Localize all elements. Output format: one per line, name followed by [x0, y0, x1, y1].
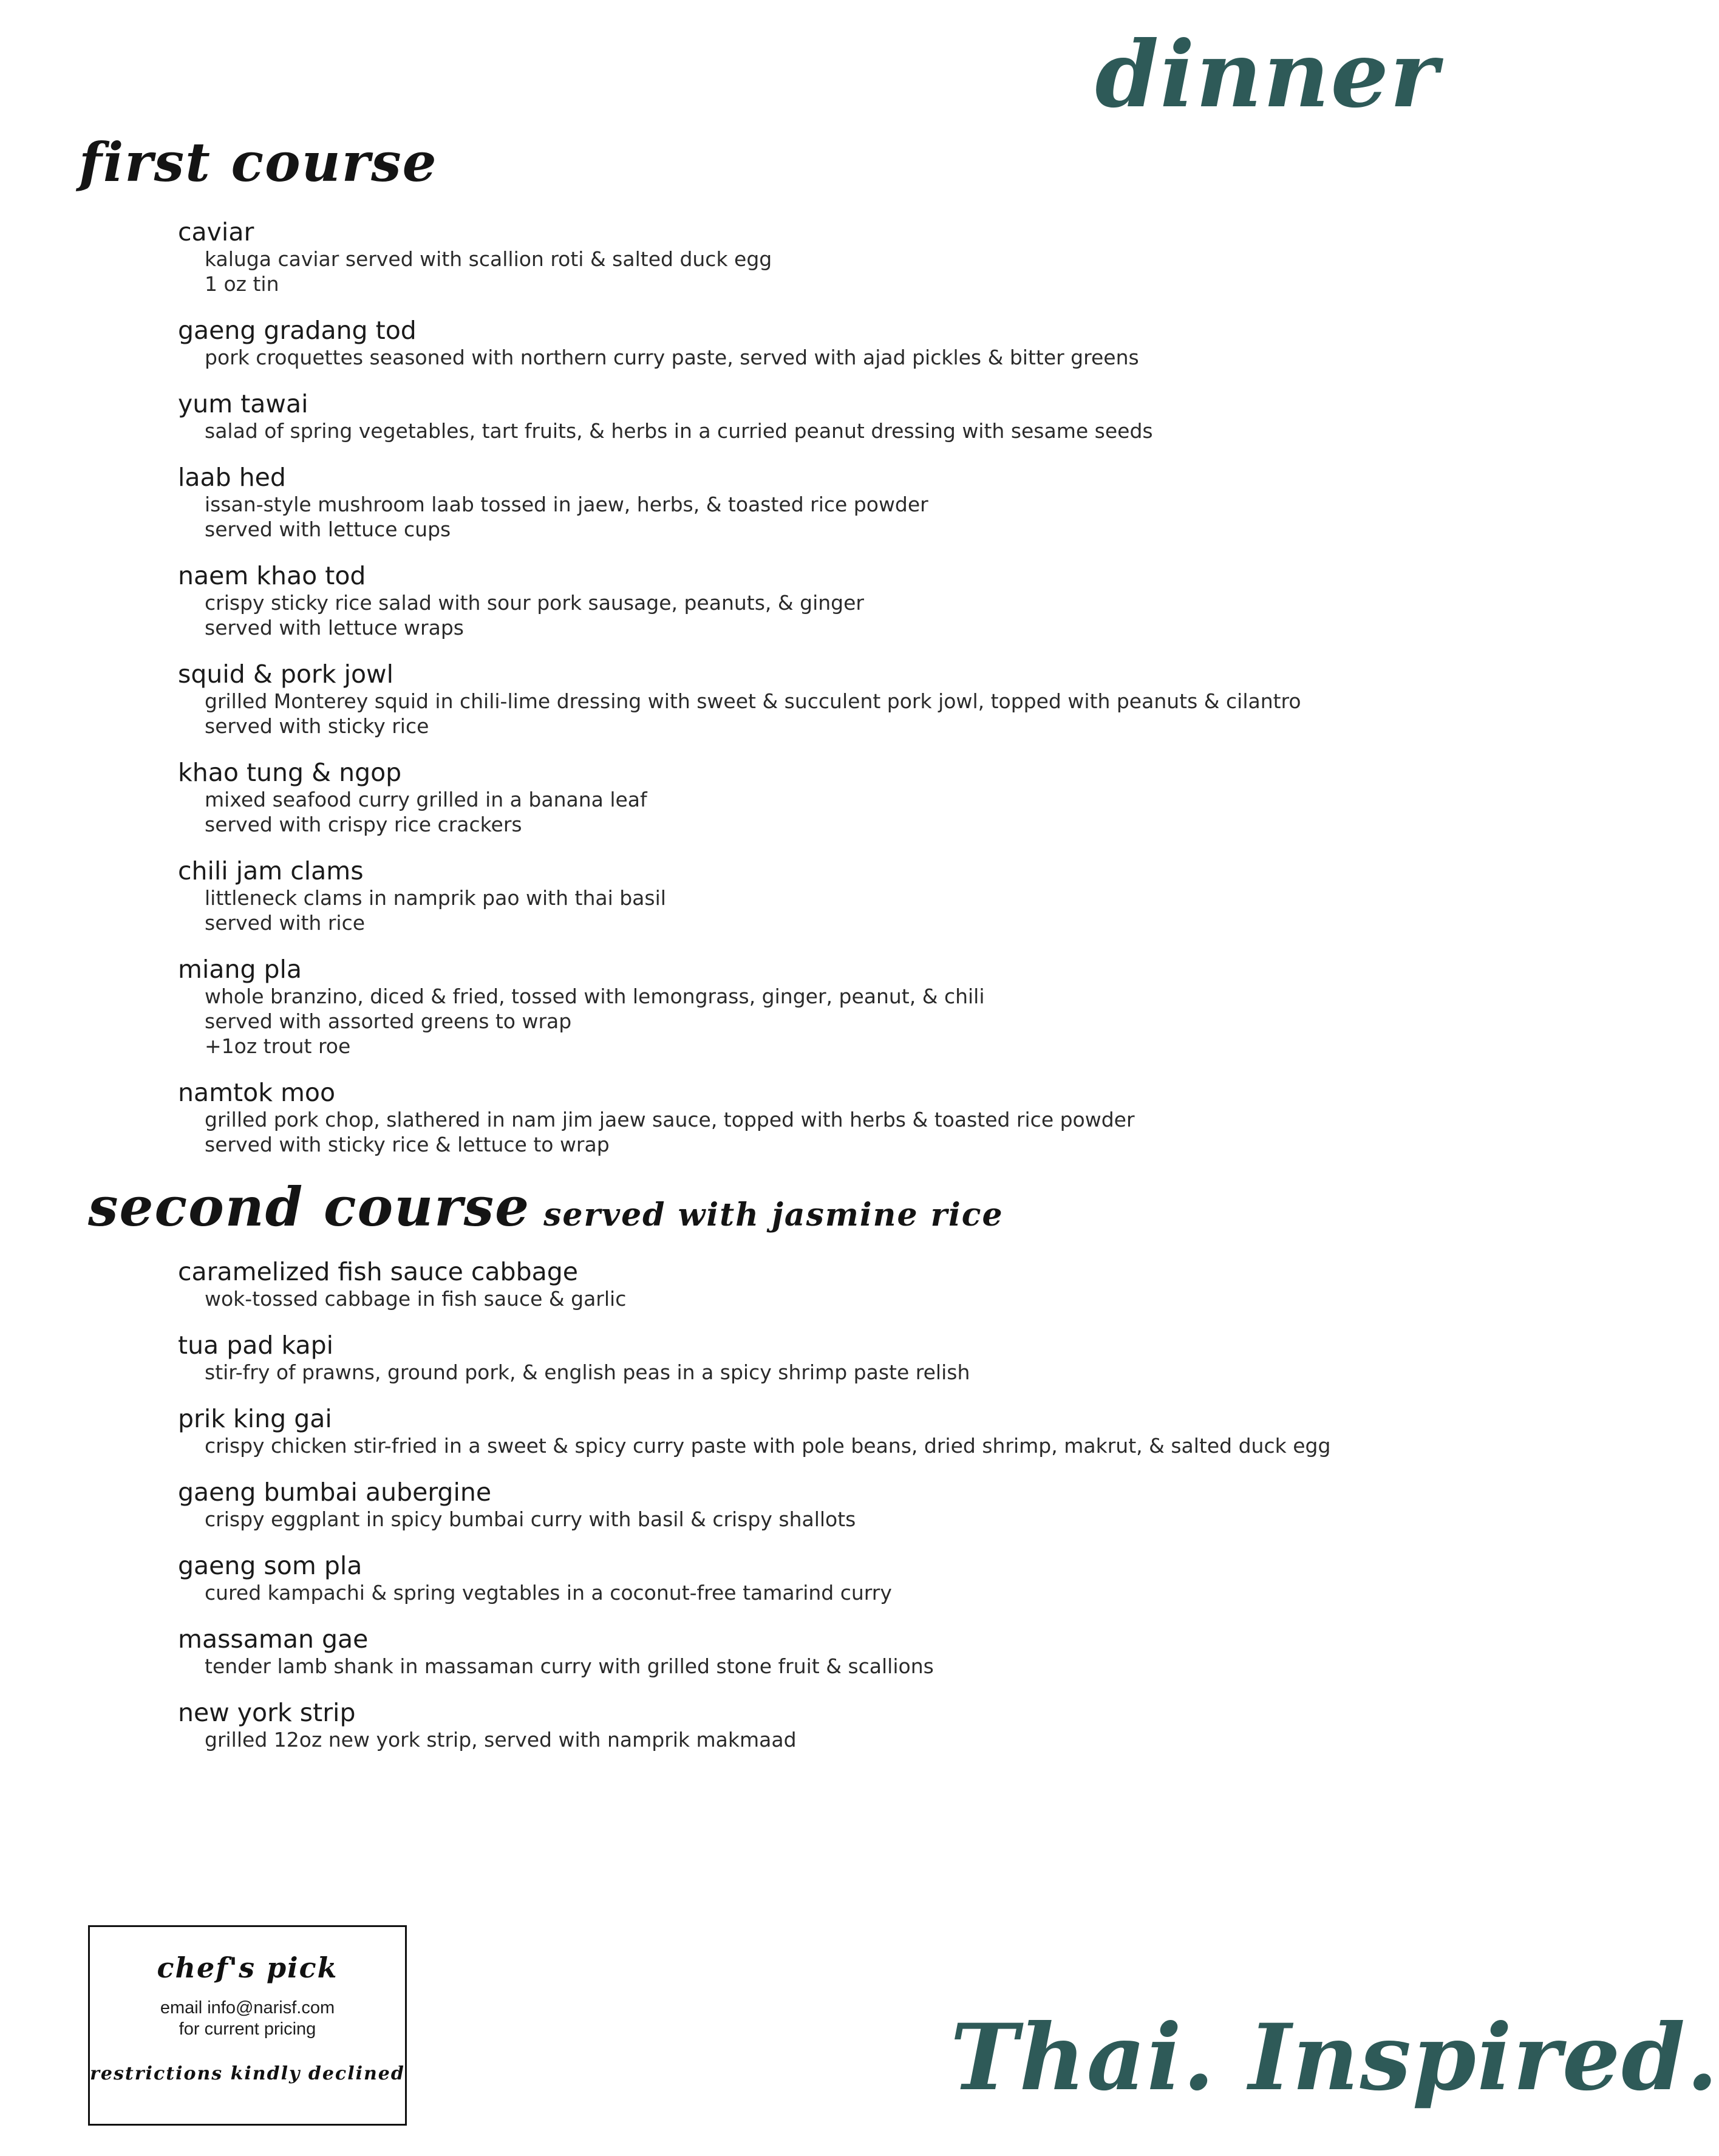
menu-item-description: crispy eggplant in spicy bumbai curry with basil & crispy shallots [205, 1507, 856, 1531]
menu-item-description: served with sticky rice [205, 714, 429, 738]
menu-item-name: prik king gai [178, 1404, 332, 1433]
menu-item-description: cured kampachi & spring vegtables in a coconut-free tamarind curry [205, 1581, 892, 1605]
second-course-title: second course [88, 1175, 531, 1238]
menu-item-description: pork croquettes seasoned with northern curry paste, served with ajad pickles & bitter greens [205, 346, 1139, 369]
menu-item-name: gaeng som pla [178, 1551, 363, 1580]
menu-item [178, 561, 1483, 640]
menu-item [178, 217, 1483, 296]
second-course-subheading: served with jasmine rice [543, 1196, 1004, 1233]
menu-item-description: mixed seafood curry grilled in a banana leaf [205, 788, 647, 811]
chefs-pick-restrictions: restrictions kindly declined [90, 2063, 405, 2084]
menu-item [178, 1478, 1483, 1532]
menu-item-name: massaman gae [178, 1625, 369, 1654]
chefs-pick-box [88, 1925, 407, 2126]
chefs-pick-title: chef's pick [157, 1951, 338, 1984]
menu-item-description: served with assorted greens to wrap [205, 1009, 572, 1033]
menu-item-description: +1oz trout roe [205, 1034, 351, 1058]
menu-item-name: khao tung & ngop [178, 758, 402, 787]
menu-item-name: namtok moo [178, 1078, 336, 1107]
menu-item-name: miang pla [178, 955, 302, 984]
menu-item [178, 660, 1483, 739]
chefs-pick-email: email info@narisf.com [160, 1998, 335, 2018]
second-course-heading [88, 1175, 1004, 1238]
menu-item-description: issan-style mushroom laab tossed in jaew, herbs, & toasted rice powder [205, 493, 928, 516]
menu-item-name: tua pad kapi [178, 1331, 333, 1360]
menu-item [178, 463, 1483, 542]
menu-item-description: grilled 12oz new york strip, served with namprik makmaad [205, 1728, 797, 1752]
menu-item-description: crispy chicken stir-fried in a sweet & spicy curry paste with pole beans, dried shrimp, makrut, & salted duck egg [205, 1434, 1331, 1458]
menu-item [178, 1257, 1483, 1311]
menu-item-name: laab hed [178, 463, 286, 492]
second-course-list [178, 1257, 1483, 1772]
menu-item [178, 1551, 1483, 1605]
menu-item-description: served with rice [205, 911, 366, 935]
first-course-heading: first course [79, 131, 438, 194]
menu-item [178, 1625, 1483, 1679]
menu-item-description: grilled Monterey squid in chili-lime dressing with sweet & succulent pork jowl, topped with peanuts & cilantro [205, 689, 1301, 713]
menu-item-name: gaeng gradang tod [178, 316, 417, 345]
menu-item-description: salad of spring vegetables, tart fruits, & herbs in a curried peanut dressing with sesame seeds [205, 419, 1153, 443]
menu-item [178, 1078, 1483, 1157]
menu-item-description: served with crispy rice crackers [205, 813, 522, 836]
menu-item [178, 1404, 1483, 1458]
menu-item [178, 856, 1483, 935]
menu-item-name: caviar [178, 217, 254, 247]
tagline: Thai. Inspired. [950, 2004, 1719, 2111]
menu-item [178, 758, 1483, 837]
menu-item-description: stir-fry of prawns, ground pork, & english peas in a spicy shrimp paste relish [205, 1360, 970, 1384]
menu-item [178, 1698, 1483, 1752]
menu-item-description: served with lettuce cups [205, 517, 451, 541]
menu-item-description: 1 oz tin [205, 272, 279, 296]
menu-item-description: kaluga caviar served with scallion roti & salted duck egg [205, 247, 772, 271]
menu-item-description: grilled pork chop, slathered in nam jim jaew sauce, topped with herbs & toasted rice powder [205, 1108, 1135, 1131]
menu-item [178, 389, 1483, 443]
menu-item-description: crispy sticky rice salad with sour pork sausage, peanuts, & ginger [205, 591, 864, 615]
menu-item-name: naem khao tod [178, 561, 366, 590]
menu-item-description: served with lettuce wraps [205, 616, 464, 640]
menu-item-name: caramelized fish sauce cabbage [178, 1257, 578, 1286]
menu-item-description: whole branzino, diced & fried, tossed with lemongrass, ginger, peanut, & chili [205, 984, 985, 1008]
menu-title: dinner [1095, 21, 1439, 128]
menu-item-name: gaeng bumbai aubergine [178, 1478, 492, 1507]
menu-item-description: tender lamb shank in massaman curry with grilled stone fruit & scallions [205, 1654, 934, 1678]
chefs-pick-pricing: for current pricing [179, 2019, 316, 2039]
menu-item [178, 955, 1483, 1059]
menu-item-description: wok-tossed cabbage in fish sauce & garlic [205, 1287, 627, 1311]
menu-item-description: served with sticky rice & lettuce to wrap [205, 1133, 610, 1156]
menu-item-description: littleneck clams in namprik pao with thai basil [205, 886, 666, 910]
menu-item [178, 316, 1483, 370]
menu-item-name: new york strip [178, 1698, 356, 1727]
first-course-list [178, 217, 1483, 1176]
menu-item-name: chili jam clams [178, 856, 364, 885]
menu-item-name: squid & pork jowl [178, 660, 393, 689]
menu-item [178, 1331, 1483, 1385]
menu-item-name: yum tawai [178, 389, 308, 418]
